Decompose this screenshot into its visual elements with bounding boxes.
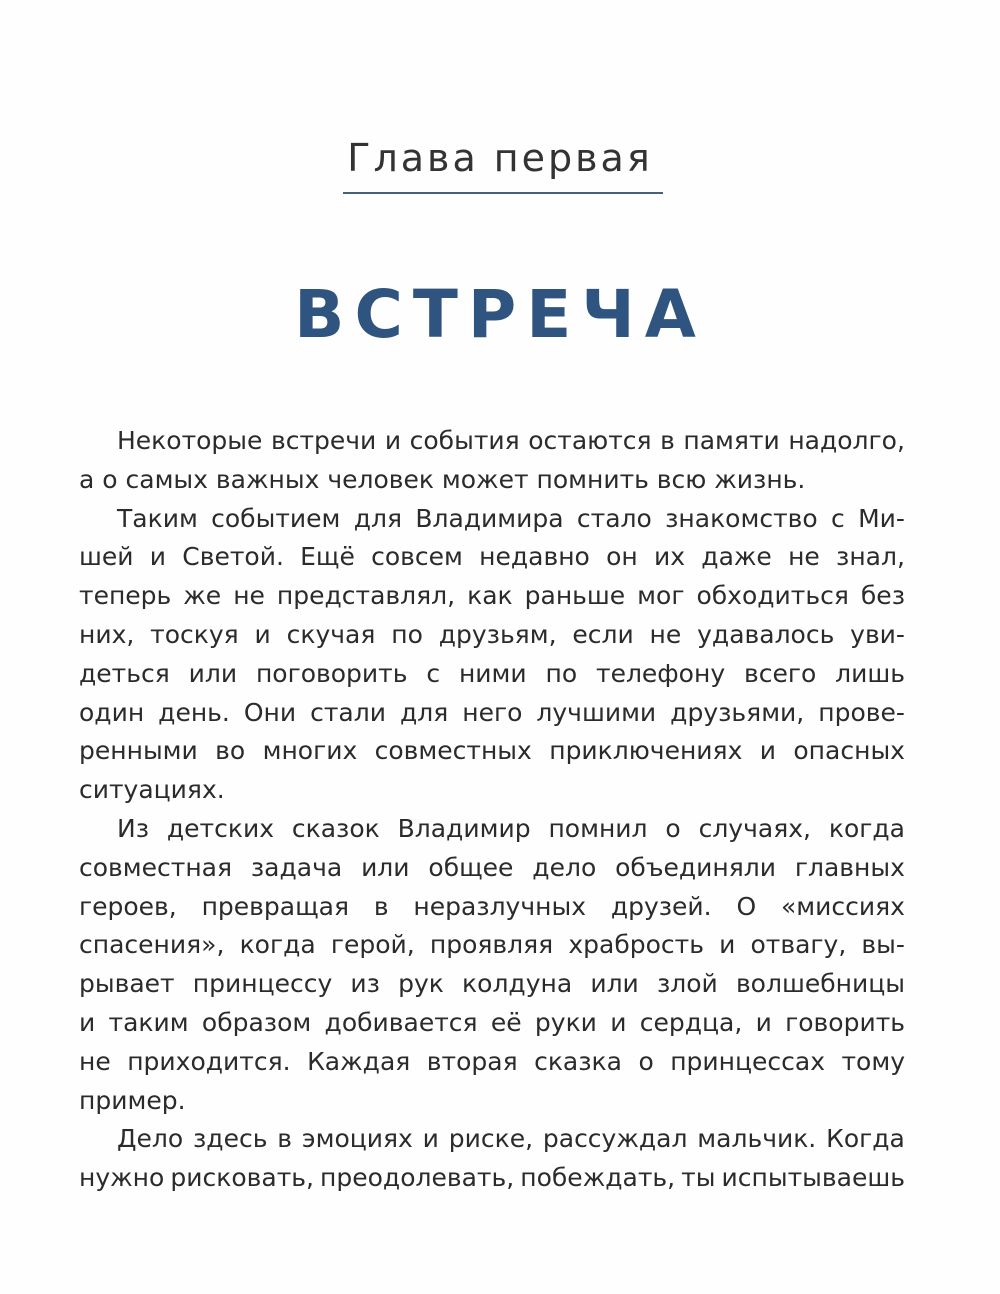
text-line: ситуациях. (79, 775, 225, 805)
text-line: рывает принцессу из рук колдуна или злой волшебницы (79, 969, 905, 999)
text-line: и таким образом добивается её руки и сердца, и говорить (79, 1007, 905, 1037)
text-line: теперь же не представлял, как раньше мог обходиться без (79, 581, 905, 611)
text-line: нужно рисковать, преодолевать, побеждать, ты испытываешь (79, 1163, 905, 1193)
text-line: один день. Они стали для него лучшими друзьями, прове- (79, 697, 905, 727)
chapter-divider (343, 192, 663, 194)
chapter-label: Глава первая (347, 136, 653, 180)
chapter-body (79, 422, 905, 1198)
text-line: героев, превращая в неразлучных друзей. О «миссиях (79, 891, 905, 921)
text-line: совместная задача или общее дело объединяли главных (79, 852, 905, 882)
text-line: ренными во многих совместных приключениях и опасных (79, 736, 905, 766)
text-line: Из детских сказок Владимир помнил о случаях, когда (117, 813, 905, 843)
text-line: Некоторые встречи и события остаются в памяти надолго, (117, 426, 905, 455)
text-line: а о самых важных человек может помнить всю жизнь. (79, 464, 806, 494)
paragraph (79, 1120, 905, 1198)
paragraph (79, 810, 905, 1120)
paragraph (79, 422, 905, 500)
text-line: Таким событием для Владимира стало знакомство с Ми- (117, 503, 905, 533)
text-line: не приходится. Каждая вторая сказка о принцессах тому (79, 1046, 905, 1076)
text-line: пример. (79, 1085, 186, 1115)
text-line: них, тоскуя и скучая по друзьям, если не удавалось уви- (79, 619, 905, 649)
chapter-title: ВСТРЕЧА (294, 276, 706, 353)
text-line: спасения», когда герой, проявляя храбрость и отвагу, вы- (79, 930, 905, 960)
text-line: деться или поговорить с ними по телефону всего лишь (79, 658, 905, 688)
text-line: шей и Светой. Ещё совсем недавно он их даже не знал, (79, 542, 905, 572)
text-line: Дело здесь в эмоциях и риске, рассуждал мальчик. Когда (117, 1124, 905, 1154)
paragraph (79, 500, 905, 810)
